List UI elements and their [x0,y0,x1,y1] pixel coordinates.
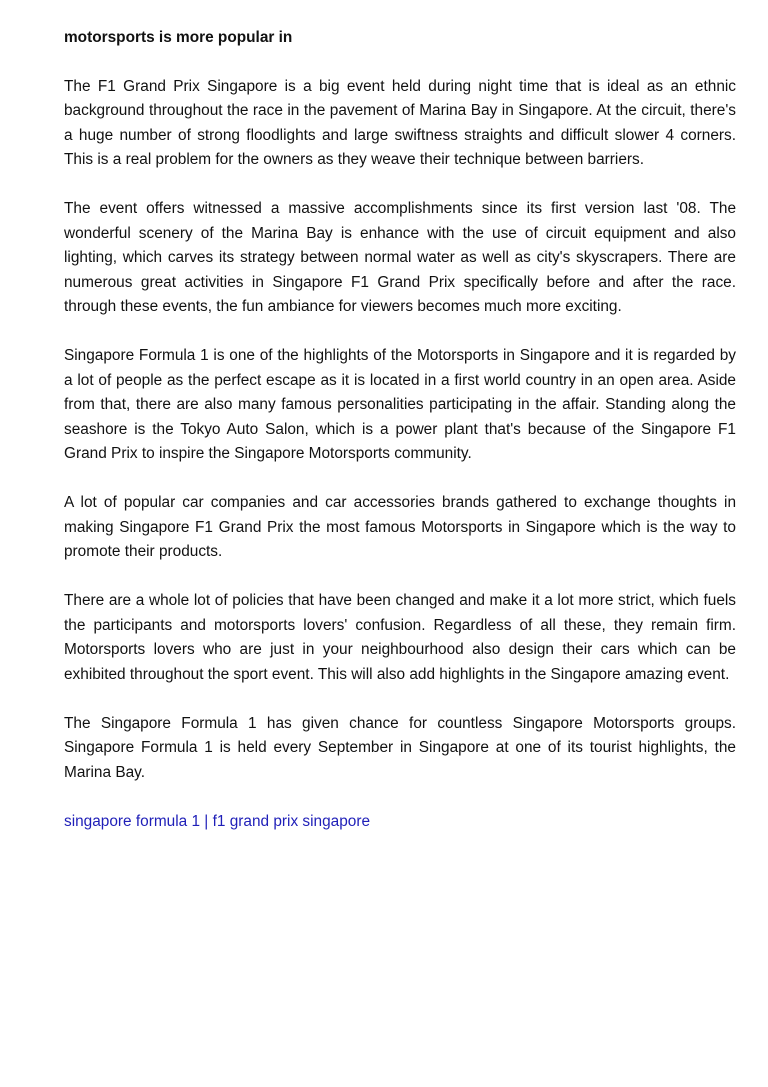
paragraph-intro: The F1 Grand Prix Singapore is a big event held during night time that is ideal as an ethnic background throughout the race in the pavement of Marina Bay in Singapore. At the circuit, there's a huge number of strong floodlights and large swiftness straights and difficult slower 4 corners. This is a real problem for the owners as they weave their technique between barriers. [64,77,736,168]
link-f1-grand-prix-singapore[interactable]: f1 grand prix singapore [212,812,371,830]
link-singapore-formula-1[interactable]: singapore formula 1 [64,812,201,830]
paragraph-policies: There are a whole lot of policies that have been changed and make it a lot more strict, which fuels the participants and motorsports lovers' confusion. Regardless of all these, they remain firm. Motorsports lovers who are just in your neighbourhood also design their cars which can be exhibited throughout the sport event. This will also add highlights in the Singapore amazing event. [64,592,736,683]
document-page [64,26,736,834]
paragraph-highlights: Singapore Formula 1 is one of the highlights of the Motorsports in Singapore and it is regarded by a lot of people as the perfect escape as it is located in a first world country in an open area. Aside from that, there are also many famous personalities participating in the affair. Standing along the seashore is the Tokyo Auto Salon, which is a power plant that's because of the Singapore F1 Grand Prix to inspire the Singapore Motorsports community. [64,347,736,462]
paragraph-conclusion: The Singapore Formula 1 has given chance for countless Singapore Motorsports groups. Singapore Formula 1 is held every September in Singapore at one of its tourist highlights, the Marina Bay. [64,714,736,781]
paragraph-event-accomplishments: The event offers witnessed a massive accomplishments since its first version last '08. The wonderful scenery of the Marina Bay is enhance with the use of circuit equipment and also lighting, which carves its strategy between normal water as well as city's skyscrapers. There are numerous great activities in Singapore F1 Grand Prix specifically before and after the race. through these events, the fun ambiance for viewers becomes much more exciting. [64,200,736,315]
document-title: motorsports is more popular in [64,29,293,46]
link-separator: | [200,812,213,830]
paragraph-car-companies: A lot of popular car companies and car accessories brands gathered to exchange thoughts in making Singapore F1 Grand Prix the most famous Motorsports in Singapore which is the way to promote their products. [64,494,736,560]
related-links [64,810,736,835]
